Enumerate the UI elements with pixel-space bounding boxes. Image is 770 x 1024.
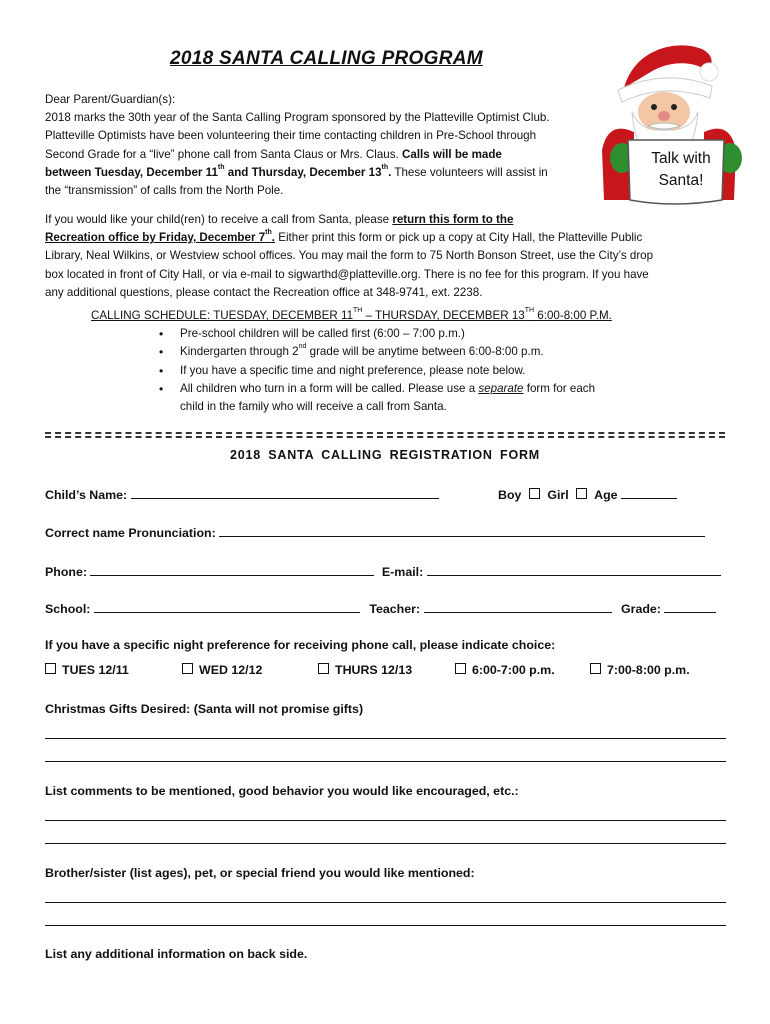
phone-label: Phone: — [45, 565, 87, 579]
age-field[interactable] — [621, 486, 677, 499]
calling-schedule — [91, 307, 731, 416]
superscript: th — [217, 163, 225, 171]
child-name-row — [45, 486, 439, 502]
greeting: Dear Parent/Guardian(s): — [45, 93, 176, 106]
list-item: • Pre-school children will be called first (6:00 – 7:00 p.m.) — [180, 325, 731, 343]
item-text: grade will be anytime between 6:00-8:00 p.m. — [306, 345, 544, 359]
school-row — [45, 600, 716, 616]
para-bold: return this form to the — [392, 213, 514, 226]
late-time-label: 7:00-8:00 p.m. — [607, 663, 690, 677]
wed-label: WED 12/12 — [199, 663, 263, 677]
para-bold-text: . — [271, 231, 275, 245]
intro-line — [45, 164, 605, 182]
teacher-label: Teacher: — [369, 602, 421, 616]
superscript: nd — [298, 343, 307, 351]
boy-checkbox[interactable] — [529, 488, 540, 499]
choice-thurs — [318, 663, 412, 677]
grade-label: Grade: — [620, 602, 661, 616]
age-label: Age — [594, 488, 618, 502]
intro-bold-text: . — [388, 165, 392, 179]
superscript: TH — [353, 307, 363, 314]
gender-age-row — [498, 486, 677, 502]
child-name-label: Child’s Name: — [45, 488, 128, 502]
pronunciation-row — [45, 524, 705, 540]
pronunciation-label: Correct name Pronunciation: — [45, 526, 216, 540]
para-line: box located in front of City Hall, or via e-mail to sigwarthd@platteville.org. There is no fee for this program. If you have — [45, 267, 649, 281]
list-item — [180, 380, 731, 416]
late-checkbox[interactable] — [590, 663, 601, 674]
intro-bold-text: between Tuesday, December 11 — [45, 165, 218, 179]
email-field[interactable] — [427, 563, 721, 576]
schedule-list — [91, 325, 731, 416]
cut-line — [45, 436, 725, 438]
gifts-line-2[interactable] — [45, 761, 726, 762]
pronunciation-field[interactable] — [219, 524, 705, 537]
thurs-checkbox[interactable] — [318, 663, 329, 674]
item-emphasis: separate — [478, 381, 524, 395]
list-item: • If you have a specific time and night preference, please note below. — [180, 362, 731, 380]
para-line — [45, 229, 735, 247]
cut-line — [45, 432, 725, 434]
phone-row — [45, 563, 721, 579]
para-line — [45, 211, 735, 229]
school-label: School: — [45, 602, 91, 616]
choice-late — [590, 663, 690, 677]
grade-field[interactable] — [664, 600, 716, 613]
thurs-label: THURS 12/13 — [335, 663, 413, 677]
heading-text: – THURSDAY, DECEMBER 13 — [362, 309, 525, 322]
para-line: any additional questions, please contact the Recreation office at 348-9741, ext. 2238. — [45, 285, 483, 299]
page-title: 2018 SANTA CALLING PROGRAM — [170, 48, 483, 69]
child-name-field[interactable] — [131, 486, 439, 499]
superscript: th — [265, 229, 272, 237]
item-text: Kindergarten through 2 — [180, 345, 299, 359]
email-label: E-mail: — [381, 565, 424, 579]
intro-letter — [45, 91, 605, 200]
sign-line-1: Talk with — [651, 150, 711, 167]
item-text: form for each — [523, 381, 596, 395]
school-field[interactable] — [94, 600, 360, 613]
tues-label: TUES 12/11 — [62, 663, 129, 677]
choice-wed — [182, 663, 262, 677]
list-item — [180, 343, 731, 361]
early-time-label: 6:00-7:00 p.m. — [472, 663, 555, 677]
para-text: If you would like your child(ren) to receive a call from Santa, please — [45, 213, 393, 226]
item-text: All children who turn in a form will be called. Please use a — [180, 381, 479, 395]
para-text: Either print this form or pick up a copy at City Hall, the Platteville Public — [275, 231, 643, 245]
comments-label: List comments to be mentioned, good behavior you would like encouraged, etc.: — [45, 784, 519, 798]
sign-line-2: Santa! — [658, 172, 704, 189]
siblings-label: Brother/sister (list ages), pet, or special friend you would like mentioned: — [45, 866, 475, 880]
instructions-paragraph — [45, 211, 735, 302]
choice-early — [455, 663, 555, 677]
comments-line-1[interactable] — [45, 820, 726, 821]
item-text: child in the family who will receive a call from Santa. — [180, 400, 447, 414]
siblings-line-1[interactable] — [45, 902, 726, 903]
siblings-line-2[interactable] — [45, 925, 726, 926]
heading-text: 6:00-8:00 P.M. — [534, 309, 612, 322]
tues-checkbox[interactable] — [45, 663, 56, 674]
comments-line-2[interactable] — [45, 843, 726, 844]
girl-checkbox[interactable] — [576, 488, 587, 499]
para-bold — [45, 231, 275, 244]
gifts-line-1[interactable] — [45, 738, 726, 739]
intro-bold: Calls will be made — [402, 147, 502, 161]
superscript: th — [381, 163, 389, 171]
para-bold-text: Recreation office by Friday, December 7 — [45, 231, 266, 245]
intro-line: 2018 marks the 30th year of the Santa Calling Program sponsored by the Platteville Optimist Club. — [45, 111, 550, 125]
boy-label: Boy — [498, 488, 522, 502]
gifts-label: Christmas Gifts Desired: (Santa will not promise gifts) — [45, 702, 364, 716]
additional-info-note: List any additional information on back side. — [45, 947, 308, 961]
intro-text: Second Grade for a “live” phone call from Santa Claus or Mrs. Claus. — [45, 147, 399, 161]
schedule-heading — [91, 307, 731, 325]
intro-line: Platteville Optimists have been volunteering their time contacting children in Pre-School through — [45, 129, 537, 143]
intro-line: the “transmission” of calls from the North Pole. — [45, 184, 284, 198]
preference-label: If you have a specific night preference for receiving phone call, please indicate choice: — [45, 638, 556, 652]
intro-bold — [45, 163, 392, 179]
santa-sign — [636, 148, 726, 192]
wed-checkbox[interactable] — [182, 663, 193, 674]
intro-text: These volunteers will assist in — [391, 165, 548, 179]
intro-line — [45, 146, 605, 164]
superscript: TH — [524, 307, 535, 314]
heading-text: CALLING SCHEDULE: TUESDAY, DECEMBER 11 — [91, 309, 354, 322]
phone-field[interactable] — [90, 563, 374, 576]
choice-tues — [45, 663, 129, 677]
teacher-field[interactable] — [424, 600, 612, 613]
intro-bold-text: and Thursday, December 13 — [224, 165, 382, 179]
early-checkbox[interactable] — [455, 663, 466, 674]
para-line: Library, Neal Wilkins, or Westview school offices. You may mail the form to 75 North Bonson Street, use the City’s drop — [45, 249, 654, 263]
form-title: 2018 SANTA CALLING REGISTRATION FORM — [229, 448, 541, 462]
girl-label: Girl — [547, 488, 569, 502]
